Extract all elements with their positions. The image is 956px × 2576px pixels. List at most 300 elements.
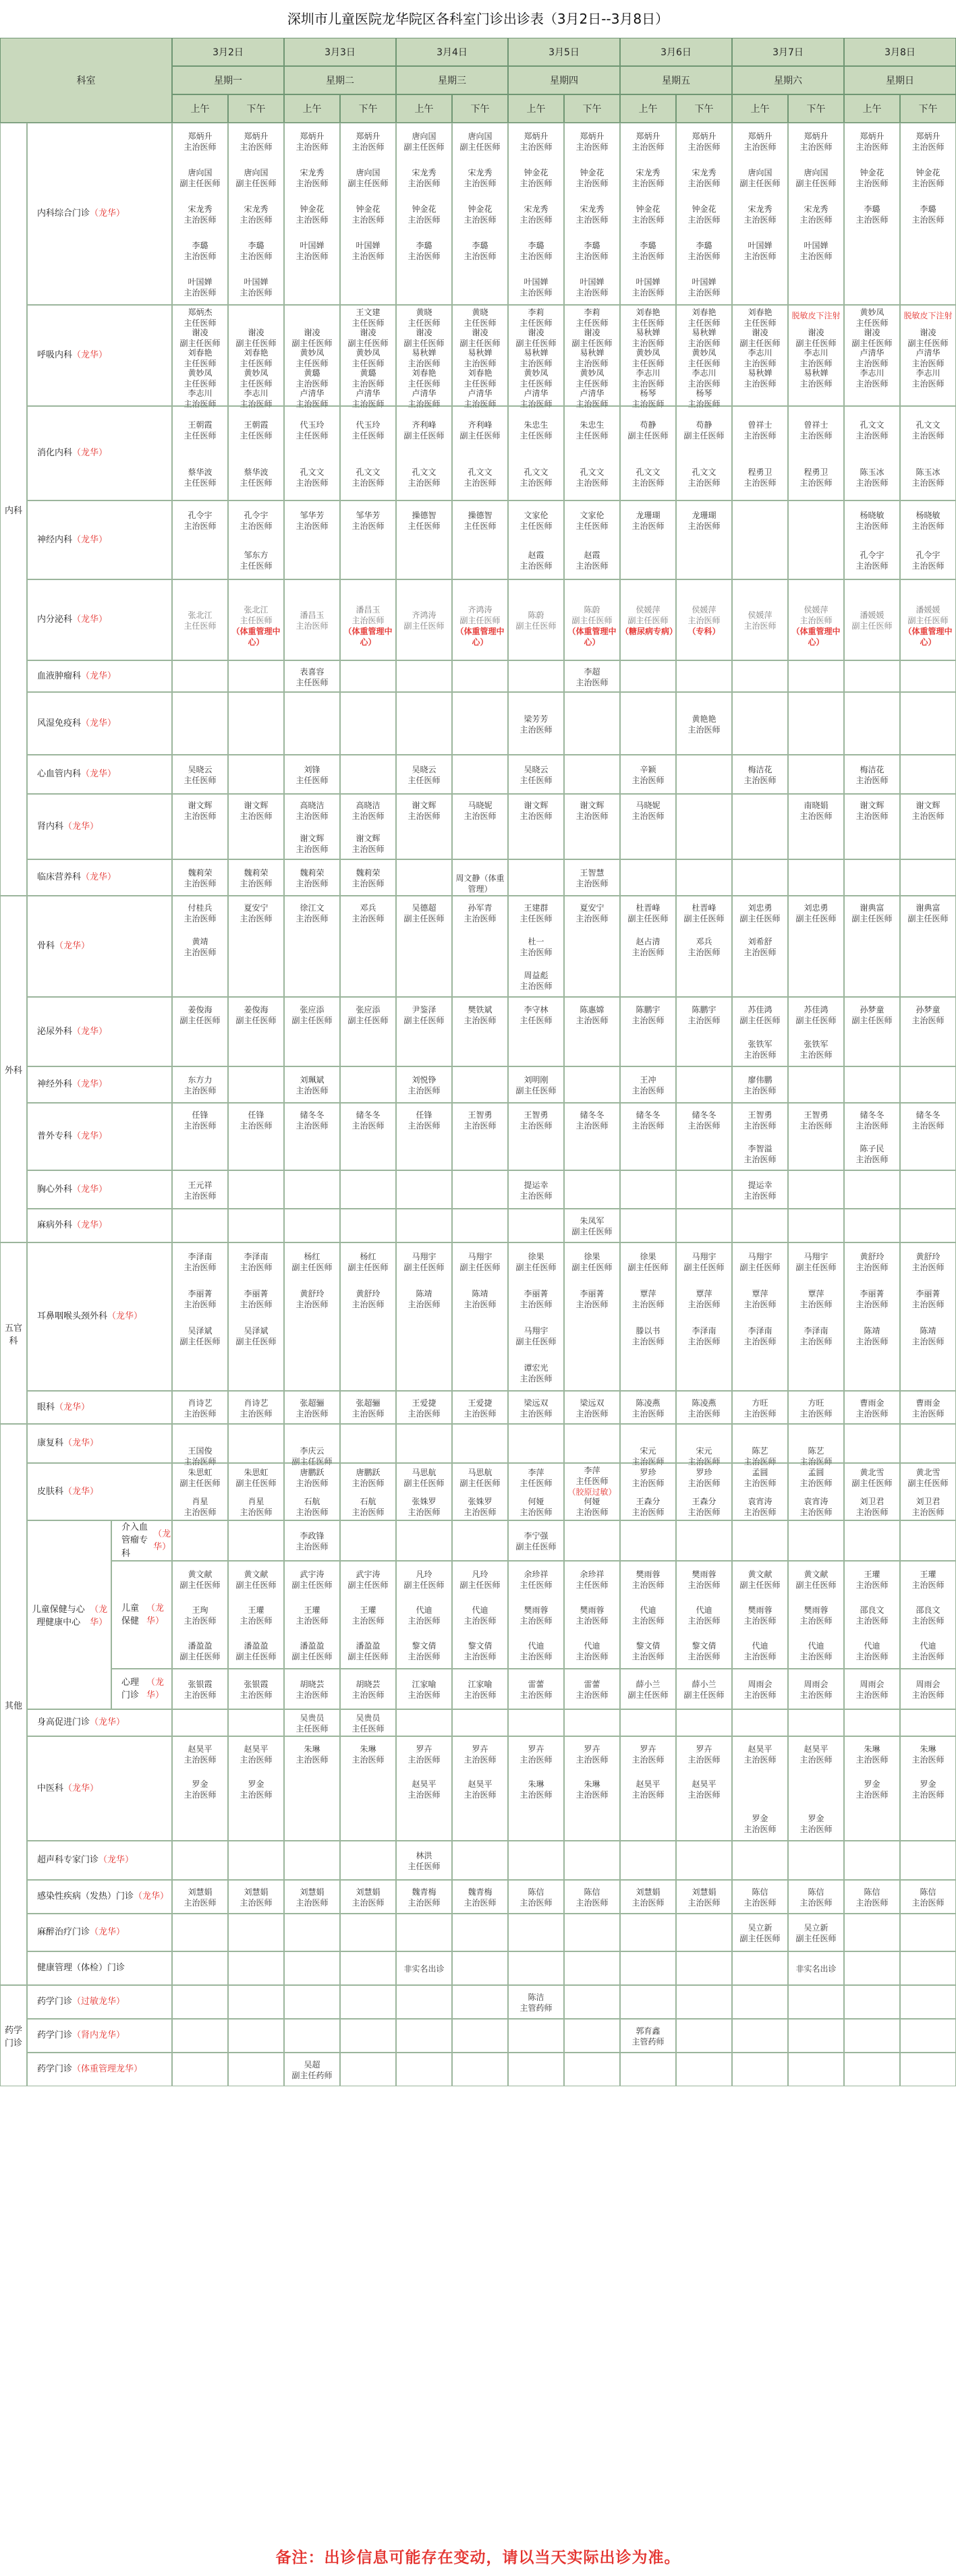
schedule-slot [564, 305, 620, 409]
doctor-entry: 杨琴 主治医师 [631, 389, 665, 409]
schedule-slot [228, 1914, 284, 1951]
doctor-entry: 刘忠勇 副主任医师 [739, 903, 781, 923]
schedule-slot [228, 660, 284, 692]
schedule-slot [228, 1951, 284, 1985]
schedule-slot [900, 1424, 956, 1463]
schedule-slot [676, 406, 732, 500]
doctor-entry: 卢清华 主治医师 [463, 389, 497, 409]
doctor-entry: 潘昌玉 主治医师 （体重管理中心） [343, 605, 393, 647]
schedule-slot [284, 1914, 340, 1951]
doctor-entry: 肖星 主治医师 [240, 1496, 273, 1517]
schedule-slot [228, 1520, 284, 1561]
doctor-entry: 易秋婵 主治医师 [519, 348, 553, 368]
department-location-tag: （龙华） [55, 1402, 90, 1412]
department-name: 康复科 [37, 1438, 64, 1449]
schedule-slot [788, 1985, 844, 2019]
doctor-entry: 袁宵涛 主治医师 [799, 1496, 833, 1517]
doctor-entry: 郑炳升 主治医师 [855, 132, 889, 152]
doctor-entry: 李志川 主治医师 [855, 368, 889, 389]
doctor-entry: 王爱捷 主治医师 [463, 1398, 497, 1419]
schedule-slot [620, 1103, 676, 1170]
doctor-entry: 魏青梅 主治医师 [463, 1887, 497, 1908]
doctor-entry: 张铁军 主治医师 [743, 1039, 777, 1060]
schedule-slot [732, 1880, 788, 1914]
doctor-entry: 黄文献 副主任医师 [795, 1569, 837, 1590]
department-location-tag: （龙华） [90, 1717, 125, 1728]
doctor-entry: 吴晓云 主任医师 [519, 765, 553, 785]
doctor-entry: 储冬冬 主治医师 [575, 1110, 609, 1130]
doctor-entry: 王朝霞 主任医师 [184, 420, 217, 440]
doctor-entry: 卢清华 主治医师 [911, 348, 945, 368]
schedule-slot [340, 406, 396, 500]
schedule-slot [284, 1170, 340, 1209]
schedule-slot [284, 859, 340, 896]
doctor-entry: 黄妙凤 主任医师 [184, 368, 217, 389]
doctor-entry: 李莉 主任医师 [575, 308, 609, 328]
schedule-slot [228, 1985, 284, 2019]
doctor-entry: 李庆云 副主任医师 [291, 1446, 333, 1466]
doctor-entry: 郑炳升 主治医师 [631, 132, 665, 152]
department-cell [27, 755, 172, 794]
department-cell [27, 2053, 172, 2086]
doctor-entry: 谢凌 副主任医师 [459, 328, 501, 348]
department-cell [27, 1709, 172, 1736]
department-cell [27, 1424, 172, 1463]
schedule-slot [564, 1424, 620, 1463]
department-cell [111, 1669, 172, 1709]
doctor-entry: 宋龙秀 主治医师 [799, 204, 833, 225]
doctor-entry: 唐鹏跃 主治医师 [352, 1468, 385, 1489]
page-title: 深圳市儿童医院龙华院区各科室门诊出诊表（3月2日--3月8日） [287, 11, 669, 27]
category-cell: 药学门诊 [0, 1985, 27, 2086]
schedule-slot [788, 1391, 844, 1424]
schedule-slot [508, 406, 564, 500]
department-cell [27, 579, 172, 660]
doctor-entry: 孙梦童 主治医师 [911, 1004, 945, 1025]
doctor-entry: 孔令宇 主治医师 [240, 511, 273, 532]
doctor-entry: 钟金花 主治医师 [631, 204, 665, 225]
doctor-entry: 张应添 副主任医师 [291, 1004, 333, 1025]
schedule-slot [564, 1914, 620, 1951]
schedule-slot [396, 1914, 452, 1951]
am-cell: 上午 [620, 94, 676, 123]
doctor-entry: 唐向国 副主任医师 [179, 168, 221, 188]
doctor-entry: 马思航 副主任医师 [403, 1468, 445, 1489]
schedule-slot [452, 500, 508, 579]
department-location-tag: （龙华） [55, 941, 90, 952]
schedule-slot [676, 123, 732, 305]
doctor-entry: 曾祥士 主治医师 [743, 420, 777, 440]
doctor-entry: 卢清华 主治医师 [519, 389, 553, 409]
schedule-slot [452, 1170, 508, 1209]
schedule-slot [508, 692, 564, 755]
doctor-entry: 覃萍 主治医师 [631, 1288, 665, 1309]
schedule-slot [508, 1880, 564, 1914]
department-location-tag: （龙华） [72, 534, 108, 545]
schedule-slot [508, 1951, 564, 1985]
doctor-entry: 王瓘 主治医师 [352, 1605, 385, 1626]
schedule-slot [508, 1520, 564, 1561]
schedule-slot [340, 1841, 396, 1880]
schedule-slot [396, 1170, 452, 1209]
schedule-slot [508, 1066, 564, 1103]
schedule-slot [788, 1209, 844, 1242]
doctor-entry: 李萍 主任医师 （胶原过敏） [567, 1466, 617, 1497]
doctor-entry: 陈洁 主管药师 [519, 1993, 553, 2013]
doctor-entry: 黄妙凤 主任医师 [687, 348, 721, 368]
am-cell: 上午 [172, 94, 228, 123]
doctor-entry: 尹鉴泽 副主任医师 [403, 1004, 445, 1025]
schedule-slot [564, 1066, 620, 1103]
doctor-entry: 石航 主治医师 [296, 1496, 329, 1517]
schedule-slot [732, 1985, 788, 2019]
schedule-slot [508, 2019, 564, 2053]
doctor-entry: 吴立新 副主任医师 [739, 1923, 781, 1943]
doctor-entry: 代迪 主治医师 [519, 1641, 553, 1662]
schedule-slot [284, 1103, 340, 1170]
doctor-entry: 任锋 主治医师 [407, 1110, 441, 1130]
doctor-entry: 李莉 主任医师 [519, 308, 553, 328]
doctor-entry: 卢清华 主治医师 [575, 389, 609, 409]
doctor-entry: 储冬冬 主治医师 [352, 1110, 385, 1130]
schedule-slot [732, 1391, 788, 1424]
department-location-tag: （龙华） [72, 1131, 108, 1142]
doctor-entry: 黄艳艳 主治医师 [687, 714, 721, 735]
doctor-entry: 樊雨蓉 主治医师 [519, 1605, 553, 1626]
doctor-entry: 李志川 主治医师 [743, 348, 777, 368]
doctor-entry: 刘春艳 主任医师 [631, 308, 665, 328]
schedule-slot [340, 1561, 396, 1669]
category-cell: 五官科 [0, 1242, 27, 1424]
subgroup-cell [27, 1520, 111, 1709]
doctor-entry: 马思航 副主任医师 [459, 1468, 501, 1489]
schedule-slot [732, 1242, 788, 1391]
doctor-entry: 潘盈盈 副主任医师 [235, 1641, 277, 1662]
doctor-entry: 朱琳 主治医师 [575, 1779, 609, 1800]
doctor-entry: 张银霞 主治医师 [240, 1680, 273, 1700]
doctor-entry: 吴贵员 主任医师 [352, 1713, 385, 1734]
doctor-entry: 陈玉冰 主治医师 [911, 467, 945, 488]
schedule-slot [788, 794, 844, 859]
doctor-entry: 齐鸿涛 副主任医师 （体重管理中心） [455, 605, 505, 647]
doctor-entry: 张铁军 主治医师 [799, 1039, 833, 1060]
doctor-entry: 徐果 副主任医师 [571, 1251, 613, 1272]
schedule-slot [844, 997, 900, 1066]
doctor-entry: 罗珍 主治医师 [631, 1468, 665, 1489]
schedule-slot [788, 123, 844, 305]
schedule-slot [172, 2053, 228, 2086]
schedule-slot [844, 1463, 900, 1520]
schedule-slot [508, 1709, 564, 1736]
schedule-slot [284, 1669, 340, 1709]
doctor-entry: 叶国婵 主治医师 [519, 277, 553, 297]
schedule-slot [732, 1841, 788, 1880]
doctor-entry: 周文静（体重管理） [455, 874, 505, 894]
schedule-slot [788, 1841, 844, 1880]
header-corner: 科室 [0, 38, 172, 123]
schedule-slot [228, 1561, 284, 1669]
pm-cell: 下午 [900, 94, 956, 123]
schedule-slot [676, 794, 732, 859]
doctor-entry: 刘春艳 主任医师 [184, 348, 217, 368]
schedule-slot [676, 1736, 732, 1841]
doctor-entry: 王智勇 主治医师 [519, 1110, 553, 1130]
schedule-slot [284, 406, 340, 500]
doctor-entry: 王元祥 主治医师 [184, 1180, 217, 1201]
department-cell [27, 1209, 172, 1242]
doctor-entry: 樊雨蓉 主治医师 [687, 1569, 721, 1590]
schedule-slot [564, 1209, 620, 1242]
doctor-entry: 钟金花 主治医师 [575, 168, 609, 188]
schedule-slot [620, 896, 676, 997]
schedule-slot [396, 1391, 452, 1424]
schedule-slot [620, 1914, 676, 1951]
doctor-entry: 杨红 副主任医师 [347, 1251, 389, 1272]
doctor-entry: 蔡华波 主任医师 [240, 467, 273, 488]
schedule-slot [788, 1914, 844, 1951]
doctor-entry: 李丽菁 主治医师 [184, 1288, 217, 1309]
schedule-slot [788, 755, 844, 794]
doctor-entry: 非实名出诊 [403, 1964, 445, 1974]
doctor-entry: 钟金花 主治医师 [296, 204, 329, 225]
schedule-slot [228, 1242, 284, 1391]
schedule-slot [788, 1170, 844, 1209]
doctor-entry: 马翔宇 副主任医师 [795, 1251, 837, 1272]
doctor-entry: 薛小兰 副主任医师 [627, 1680, 669, 1700]
doctor-entry: 刘春艳 主任医师 [687, 308, 721, 328]
schedule-slot [732, 2053, 788, 2086]
schedule-slot [900, 1391, 956, 1424]
doctor-entry: 罗珍 主治医师 [687, 1468, 721, 1489]
doctor-entry: 孔令宇 主治医师 [911, 550, 945, 571]
doctor-entry: 梅洁花 主治医师 [855, 765, 889, 785]
department-location-tag: （龙华） [90, 1927, 125, 1938]
schedule-slot [564, 896, 620, 997]
department-name: 耳鼻咽喉头颈外科 [37, 1311, 108, 1322]
schedule-slot [172, 692, 228, 755]
schedule-slot [620, 1242, 676, 1391]
doctor-entry: 凡玲 副主任医师 [403, 1569, 445, 1590]
doctor-entry: 宋元 主治医师 [687, 1446, 721, 1466]
schedule-slot [284, 692, 340, 755]
doctor-entry: 谭宏光 主治医师 [519, 1363, 553, 1383]
doctor-entry: 梁远双 主治医师 [519, 1398, 553, 1419]
schedule-slot [844, 305, 900, 406]
doctor-entry: 夏安宁 主治医师 [575, 903, 609, 923]
doctor-entry: 赵昊平 主治医师 [184, 1744, 217, 1765]
department-cell [27, 1066, 172, 1103]
schedule-slot [172, 1170, 228, 1209]
schedule-slot [620, 1520, 676, 1561]
schedule-slot [172, 579, 228, 660]
doctor-entry: 何娅 主治医师 [519, 1496, 553, 1517]
doctor-entry: 侯媛萍 副主任医师 （糖尿病专病） [621, 605, 678, 636]
doctor-entry: 罗卉 主治医师 [631, 1744, 665, 1765]
schedule-slot [564, 1951, 620, 1985]
doctor-entry: 黄靖 主治医师 [184, 937, 217, 957]
schedule-slot [340, 794, 396, 859]
doctor-entry: 代迪 主治医师 [855, 1641, 889, 1662]
doctor-entry: 李丽菁 主治医师 [855, 1288, 889, 1309]
doctor-entry: 肖星 主治医师 [184, 1496, 217, 1517]
schedule-slot [844, 1736, 900, 1841]
doctor-entry: 马翔宇 副主任医师 [459, 1251, 501, 1272]
schedule-slot [340, 123, 396, 305]
schedule-slot [396, 660, 452, 692]
schedule-slot [676, 1669, 732, 1709]
schedule-slot [676, 1424, 732, 1466]
schedule-slot [284, 794, 340, 859]
doctor-entry: 陈信 主治医师 [519, 1887, 553, 1908]
doctor-entry: 代迪 主治医师 [799, 1641, 833, 1662]
doctor-entry: 唐向国 副主任医师 [739, 168, 781, 188]
doctor-entry: 脱敏皮下注射 [791, 311, 841, 320]
department-location-tag: （龙华） [146, 1603, 165, 1626]
schedule-slot [732, 997, 788, 1066]
doctor-entry: 肖诗艺 主治医师 [184, 1398, 217, 1419]
doctor-entry: 龙珊瑚 主治医师 [687, 511, 721, 532]
schedule-slot [564, 1170, 620, 1209]
weekday-cell: 星期五 [620, 66, 732, 94]
doctor-entry: 邹华芳 主治医师 [296, 511, 329, 532]
doctor-entry: 谢凌 副主任医师 [235, 328, 277, 348]
doctor-entry: 李丽菁 主治医师 [240, 1288, 273, 1309]
schedule-slot [676, 1463, 732, 1520]
doctor-entry: 陈蔚 副主任医师 [515, 610, 557, 631]
doctor-entry: 邓兵 主治医师 [352, 903, 385, 923]
schedule-slot [620, 1669, 676, 1709]
doctor-entry: 侯媛萍 主治医师 [743, 610, 777, 631]
doctor-entry: 储冬冬 主治医师 [631, 1110, 665, 1130]
doctor-entry: 代迪 主治医师 [407, 1605, 441, 1626]
schedule-slot [508, 1170, 564, 1209]
schedule-slot [172, 2019, 228, 2053]
doctor-entry: 黄璐 主治医师 [296, 368, 329, 389]
schedule-slot [676, 1066, 732, 1103]
schedule-slot [788, 1463, 844, 1520]
schedule-slot [620, 1736, 676, 1841]
schedule-slot [732, 1424, 788, 1466]
doctor-entry: 钟金花 主治医师 [352, 204, 385, 225]
doctor-entry: 王森分 主治医师 [631, 1496, 665, 1517]
doctor-entry: 潘盈盈 副主任医师 [347, 1641, 389, 1662]
doctor-entry: 李超 主治医师 [575, 666, 609, 687]
schedule-slot [900, 794, 956, 859]
schedule-slot [900, 1736, 956, 1841]
schedule-slot [844, 1391, 900, 1424]
doctor-entry: 钟金花 主治医师 [463, 204, 497, 225]
department-name: 超声科专家门诊 [37, 1855, 99, 1866]
doctor-entry: 代迪 主治医师 [743, 1641, 777, 1662]
schedule-slot [452, 692, 508, 755]
category-cell: 内科 [0, 123, 27, 896]
department-name: 骨科 [37, 941, 55, 952]
department-name: 心血管内科 [37, 769, 82, 780]
doctor-entry: 谢凌 副主任医师 [571, 328, 613, 348]
schedule-slot [340, 1669, 396, 1709]
schedule-slot [900, 1066, 956, 1103]
department-location-tag: （龙华） [72, 614, 108, 625]
department-cell [27, 896, 172, 997]
department-cell [27, 2019, 172, 2053]
schedule-slot [172, 500, 228, 579]
schedule-slot [172, 1951, 228, 1985]
schedule-slot [340, 660, 396, 692]
schedule-slot [340, 1424, 396, 1463]
schedule-slot [284, 500, 340, 579]
doctor-entry: 谢凌 副主任医师 [739, 328, 781, 348]
doctor-entry: 陈靖 主治医师 [855, 1325, 889, 1346]
date-cell: 3月4日 [396, 38, 508, 66]
doctor-entry: 钟金花 主治医师 [407, 204, 441, 225]
schedule-slot [172, 1709, 228, 1736]
schedule-slot [732, 1736, 788, 1841]
doctor-entry: 东方力 主治医师 [184, 1075, 217, 1095]
doctor-entry: 叶国婵 主治医师 [799, 241, 833, 261]
schedule-slot [396, 1561, 452, 1669]
schedule-slot [732, 1914, 788, 1951]
doctor-entry: 袁宵涛 主治医师 [743, 1496, 777, 1517]
schedule-slot [228, 896, 284, 997]
schedule-slot [452, 896, 508, 997]
doctor-entry: 邹东方 主任医师 [240, 550, 273, 571]
schedule-slot [396, 1209, 452, 1242]
doctor-entry: 叶国婵 主治医师 [352, 241, 385, 261]
schedule-slot [284, 1463, 340, 1520]
schedule-slot [844, 579, 900, 660]
schedule-slot [452, 123, 508, 305]
doctor-entry: 黄璐 主治医师 [352, 368, 385, 389]
doctor-entry: 张应添 副主任医师 [347, 1004, 389, 1025]
doctor-entry: 操德智 主任医师 [463, 511, 497, 532]
doctor-entry: 吴泽斌 副主任医师 [179, 1325, 221, 1346]
schedule-slot [788, 997, 844, 1066]
doctor-entry: 姜俊海 副主任医师 [179, 1004, 221, 1025]
doctor-entry: 卢清华 主治医师 [296, 389, 329, 409]
schedule-slot [844, 1170, 900, 1209]
schedule-slot [452, 1209, 508, 1242]
schedule-slot [228, 579, 284, 660]
schedule-slot [732, 1103, 788, 1170]
doctor-entry: 陈艺 主治医师 [743, 1446, 777, 1466]
schedule-slot [452, 1985, 508, 2019]
schedule-slot [284, 660, 340, 692]
schedule-slot [396, 1951, 452, 1985]
schedule-slot [284, 1561, 340, 1669]
schedule-slot [172, 1424, 228, 1466]
doctor-entry: 孟圆 主治医师 [743, 1468, 777, 1489]
schedule-slot [732, 1951, 788, 1985]
schedule-slot [396, 859, 452, 896]
schedule-slot [228, 1066, 284, 1103]
schedule-slot [844, 1103, 900, 1170]
doctor-entry: 陈靖 主治医师 [463, 1288, 497, 1309]
schedule-slot [844, 859, 900, 896]
doctor-entry: 黄妙凤 主任医师 [575, 368, 609, 389]
schedule-slot [844, 1914, 900, 1951]
schedule-slot [900, 1985, 956, 2019]
schedule-slot [900, 1841, 956, 1880]
doctor-entry: 陈子民 主治医师 [855, 1144, 889, 1164]
doctor-entry: 齐利峰 副主任医师 [403, 420, 445, 440]
schedule-slot [284, 305, 340, 409]
doctor-entry: 周雨会 主治医师 [855, 1680, 889, 1700]
doctor-entry: 代迪 主治医师 [631, 1605, 665, 1626]
doctor-entry: 苏佳鸿 副主任医师 [739, 1004, 781, 1025]
schedule-slot [396, 2019, 452, 2053]
department-name: 麻病外科 [37, 1220, 73, 1231]
schedule-slot [564, 500, 620, 579]
